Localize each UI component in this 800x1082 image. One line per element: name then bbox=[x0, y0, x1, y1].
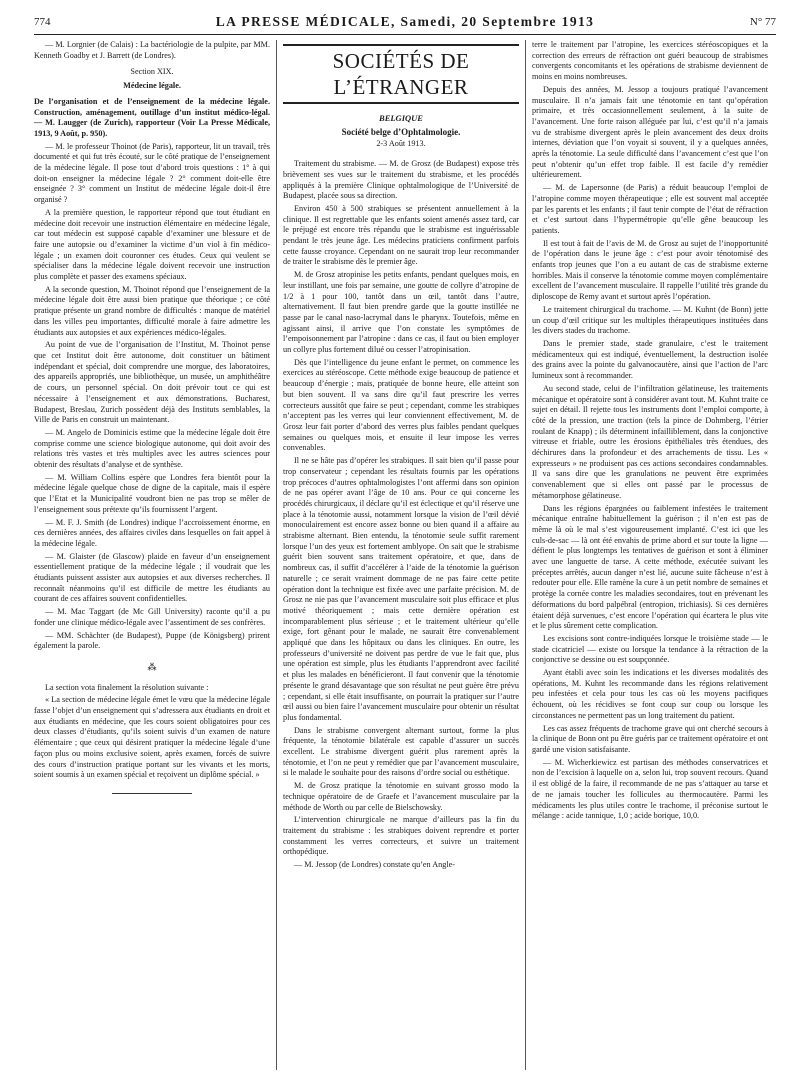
paragraph: Dès que l’intelligence du jeune enfant le permet, on commence les exercices au stéréoscope. Cette méthode exige beaucoup de patience et beaucoup d’énergie ; mais, pratiquée de bonne heure, elle atteint son but bien souvent. Il va sans dire qu’il faut prescrire les verres correcteurs aussitôt que faire se peut ; cependant, comme les strabiques n’acceptent pas les verres qui leur conviennent effectivement, M. de Grosz leur fait porter d’abord des verres plus faibles pendant quelques semaines ou quelques mois, et ensuite il leur impose les verres convenables. bbox=[283, 357, 519, 453]
paragraph: Dans les régions épargnées ou faiblement infestées le traitement mécanique entraîne habituellement la guérison ; il n’en est pas de même là où le mal s’est vigoureusement implanté. C’est ici que les culs-de-sac — là ont été envahis de prime abord et sur toute la ligne — défient le plus longtemps les tentatives de guérison et sont à éliminer avec une languette de tarse. A cette méthode, exécutée suivant les préceptes arrêtés, aucun danger n’est lié, aucune suite fâcheuse n’est à redouter pour elle. Elle ramène la cure à un petit nombre de semaines et protège la cornée contre les maladies secondaires, tout en prévenant les déformations du bord palpébral (entropion, trichiasis). Si ces dernières étaient déjà survenues, c’est encore l’opération qui écartera le plus vite et le plus sûrement cette complication. bbox=[532, 503, 768, 631]
paragraph: Environ 450 à 500 strabiques se présentent annuellement à la clinique. Il est regrettable que les enfants soient amenés assez tard, car le préjugé est encore très répandu que le strabisme est inguérissable pendant le très jeune âge. Les médecins praticiens confirment parfois cette fausse croyance. Cependant on ne saurait trop leur recommander de traiter le strabisme dès le premier âge. bbox=[283, 203, 519, 267]
paragraph: Les excisions sont contre-indiquées lorsque le troisième stade — le stade cicatriciel — existe ou lorsque la tendance à la rétraction de la conjonctive se dessine ou est soupçonnée. bbox=[532, 633, 768, 665]
section-number: Section XIX. bbox=[130, 67, 174, 77]
topic-heading: De l’organisation et de l’enseignement de la médecine légale. Construction, aménagement, outillage d’un institut médico-légal. — M. Laugger (de Zurich), rapporteur (Voir La Presse Médicale, 1913, 9 Août, p. 950). bbox=[34, 96, 270, 138]
paragraph: Depuis des années, M. Jessop a toujours pratiqué l’avancement musculaire. Il n’a jamais fait une ténotomie en tant qu’opération primaire, et très occasionnellement seulement, à la suite de l’avancement. Une forte raison alléguée par lui, c’est qu’il n’a jamais vu de strabisme divergent après le plein avancement des deux droits internes, déviation que l’on voyait si souvent, il y a quelques années, après la ténotomie. La seule difficulté dans l’avancement c’est que l’on peut n’obtenir qu’un effet trop faible. Il est facile d’y remédier ultérieurement. bbox=[532, 84, 768, 180]
paragraph: Dans le strabisme convergent alternant surtout, forme la plus fréquente, la ténotomie bilatérale est capable d’assurer un succès excellent. Le strabisme divergent guérit plus rarement après la ténotomie, et l’on ne peut y remédier que par l’avancement musculaire, si le malade le souhaite pour des raisons d’ordre social ou esthétique. bbox=[283, 725, 519, 778]
column-divider bbox=[276, 40, 277, 1070]
paragraph: — M. F. J. Smith (de Londres) indique l’accroissement énorme, en ces dernières années, des affaires civiles dans lesquelles on fait appel à la médecine légale. bbox=[34, 517, 270, 548]
paragraph: « La section de médecine légale émet le vœu que la médecine légale fasse l’objet d’un enseignement qui s’adressera aux étudiants en droit et aux étudiants en médecine, que les cours soient obligatoires pour ces deux classes d’étudiants, qu’ils soient suivis d’un examen de nature élémentaire ; que ceux qui désirent pratiquer la médecine légale d’une façon plus ou moins exclusive soient, après examen, forcés de suivre des cours d’instruction pratique portant sur les vivants et les morts, soient soumis à un examen spécial et reçoivent un diplôme spécial. » bbox=[34, 695, 270, 780]
paragraph: A la première question, le rapporteur répond que tout étudiant en médecine doit recevoir une instruction élémentaire en médecine légale, car tout médecin est supposé capable d’examiner une blessure et de faire une autopsie ou d’examiner la victime d’un viol à fin médico-légale ; un examen doit couronner ces études. Ceux qui veulent se spécialiser dans la médecine légale doivent recevoir une instruction plus complète et passer des examens spéciaux. bbox=[34, 207, 270, 282]
paragraph: — M. Wicherkiewicz est partisan des méthodes conservatrices et non de l’excision à laquelle on a, selon lui, trop souvent recours. Quand il est obligé de la faire, il recommande de ne pas s’attaquer au tarse et de ne jamais toucher les follicules au thermocautère. Parmi les médicaments les plus utiles contre le trachome, il préconise surtout le mélange : acide tannique, 1,0 ; acide borique, 10,0. bbox=[532, 757, 768, 821]
paragraph: terre le traitement par l’atropine, les exercices stéréoscopiques et la correction des erreurs de réfraction ont guéri beaucoup de strabismes convergents concomitants et les opérations de strabisme deviennent de moins en moins nombreuses. bbox=[532, 40, 768, 82]
column-middle bbox=[283, 40, 519, 873]
paragraph: M. de Grosz pratique la ténotomie en suivant grosso modo la technique opératoire de de Graefe et l’avancement musculaire par la méthode de Worth ou par celle de Bielschowsky. bbox=[283, 781, 519, 812]
paragraph: — M. Mac Taggart (de Mc Gill University) raconte qu’il a pu fonder une clinique médico-légale avec l’assentiment de ses confrères. bbox=[34, 607, 270, 627]
paragraph: Le traitement chirurgical du trachome. — M. Kuhnt (de Bonn) jette un coup d’œil critique sur les multiples thérapeutiques instituées dans les divers stades du trachome. bbox=[532, 304, 768, 336]
paragraph: La section vota finalement la résolution suivante : bbox=[45, 682, 209, 692]
paragraph: — M. Angelo de Dominicis estime que la médecine légale doit être comprise comme une science biologique autonome, qui doit avoir des relations très vastes et très multiples avec les autres sciences pour obtenir des résultats d’analyse et de synthèse. bbox=[34, 427, 270, 470]
page-number: 774 bbox=[34, 16, 51, 28]
paragraph: — M. William Collins espère que Londres fera bientôt pour la médecine légale quelque chose de digne de la capitale, mais il espère que l’Etat et la Municipalité voudront bien ne pas trop se mêler de l’enseignement sous prétexte qu’ils fournissent l’argent. bbox=[34, 472, 270, 514]
column-left bbox=[34, 40, 270, 794]
paragraph: — M. Glaister (de Glascow) plaide en faveur d’un enseignement essentiellement pratique de la médecine légale ; il voudrait que les étudiants puissent assister aux autopsies et aux diverses recherches. Il reconnaît néanmoins qu’il est difficile de mettre les étudiants au courant de ces affaires souvent confidentielles. bbox=[34, 551, 270, 604]
paragraph: — M. Jessop (de Londres) constate qu’en Angle- bbox=[294, 860, 455, 870]
paragraph: Il est tout à fait de l’avis de M. de Grosz au sujet de l’inopportunité de l’opération dans le jeune âge : c’est pour avoir ténotomisé des enfants trop jeunes que l’on a eu autant de cas de strabisme externe horribles. Mais il conserve la ténotomie comme moyen complémentaire excellent de l’avancement musculaire. Il rappelle l’utilité très grande du diploscope de Remy avant et surtout après l’opération. bbox=[532, 238, 768, 302]
paragraph: Les cas assez fréquents de trachome grave qui ont cherché secours à la clinique de Bonn ont pu être guéris par ce traitement opératoire et ont gardé une vision satisfaisante. bbox=[532, 723, 768, 754]
column-right bbox=[532, 40, 768, 824]
paragraph: Dans le premier stade, stade granulaire, c’est le traitement médicamenteux qui est indiqué, éventuellement, la destruction isolée des grains avec la pointe du galvanocautère, ainsi que l’action de l’arc lumineux sont à recommander. bbox=[532, 338, 768, 381]
page-header bbox=[34, 14, 776, 35]
paragraph: Traitement du strabisme. — M. de Grosz (de Budapest) expose très brièvement ses vues sur le traitement du strabisme, et les procédés appliqués à la première Clinique ophtalmologique de l’Université de Budapest, placée sous sa direction. bbox=[283, 159, 519, 201]
paragraph: — M. de Lapersonne (de Paris) a réduit beaucoup l’emploi de l’atropine comme moyen thérapeutique ; elle est souvent mal acceptée par les parents et les enfants ; il faut tenir compte de l’état de réfraction et c’est surtout dans l’hypermétropie qu’elle gêne beaucoup les patients. bbox=[532, 183, 768, 235]
country-heading: BELGIQUE bbox=[379, 113, 423, 123]
paragraph: — M. Lorgnier (de Calais) : La bactériologie de la pulpite, par MM. Kenneth Goadby et J. Barrett (de Londres). bbox=[34, 40, 270, 60]
paragraph: — M. le professeur Thoinot (de Paris), rapporteur, lit un travail, très documenté et qui fut très écouté, sur le côté pratique de l’enseignement de la médecine légale. Il pose tout d’abord trois questions : 1° à qui doit-on enseigner la médecine légale ? 2° comment doit-elle être enseignée ? 3° comment un Institut de médecine légale doit-il être organisé ? bbox=[34, 141, 270, 205]
column-divider bbox=[525, 40, 526, 1070]
section-heading: SOCIÉTÉS DE L’ÉTRANGER bbox=[283, 44, 519, 104]
paragraph: Il ne se hâte pas d’opérer les strabiques. Il sait bien qu’il passe pour trop conservateur ; cependant les résultats fournis par les opérations trop précoces d’autres ophtalmologistes l’ont affermi dans son opinion de ne pas opérer avant l’âge de 10 ans. Pour ce qui concerne les procédés chirurgicaux, il déclare qu’il est éclectique et qu’il réserve une place à la ténotomie aussi, notamment lorsque la vision de l’œil dévié monoculairement est encore assez bonne ou bien quand il a affaire au strabisme alternant. Bien entendu, la ténotomie seule suffit rarement lorsque l’un des yeux est fortement amblyope. On sait que le strabisme guérit bien souvent sans traitement opératoire, et que, dans de nombreux cas, il suffit d’accélérer à l’aide de la ténotomie la guérison naturelle ; ce serait vraiment dommage de ne pas faire cette petite opération dont la technique est fixée avec une parfaite précision. M. de Grosz ne nie pas que l’avancement musculaire soit plus efficace et plus motivé théoriquement ; mais cette dernière opération est incomparablement plus sérieuse ; et le traitement ultérieur qu’elle exige, fort gênant pour le malade, ne saurait être convenablement appliqué que dans les hôpitaux ou dans les cliniques. En outre, les professeurs d’université ne doivent pas perdre de vue le fait que, plus une opération est simple, plus les étudiants l’apprendront avec facilité et plus les malades en bénéficieront. Il faut convenir que la ténotomie présente le grand désavantage que son résultat ne peut guère être prévu ; cependant, si elle était insuffisante, on pourrait la pratiquer sur l’autre œil aussi ou bien faire l’avancement musculaire pour obtenir un résultat plus fondamental. bbox=[283, 456, 519, 722]
paragraph: Ayant établi avec soin les indications et les diverses modalités des opérations, M. Kuhnt les recommande dans les régions relativement peu infestées et cela pour tous les cas où les moyens pacifiques échouent, où les récidives se font coup sur coup ou lorsque les circonstances ne permettent pas un long traitement du patient. bbox=[532, 668, 768, 720]
journal-title: LA PRESSE MÉDICALE, Samedi, 20 Septembre 1913 bbox=[215, 14, 595, 29]
paragraph: — MM. Schächter (de Budapest), Puppe (de Königsberg) prirent également la parole. bbox=[34, 630, 270, 651]
section-title: Médecine légale. bbox=[123, 81, 181, 91]
paragraph: Au second stade, celui de l’infiltration gélatineuse, les traitements mécanique et opératoire sont à considérer avant tout. M. Kuhnt traite ce sujet en détail. Il rejette tous les instruments dont l’emploi comporte, à côté de la pression, une traction (tels la pince de Dohmberg, l’étrier roulant de Knapp) ; ils déterminent infailliblement, dans la conjonctive vitreuse et friable, outre les érosions épithéliales très étendues, des déchirures dans la profondeur et des arrachements de tissu. Les « expresseurs » ne produisent pas ces actions secondaires condamnables. Il va sans dire que les granulations ne peuvent être exprimées convenablement que si elles ont passé par le processus de métamorphose gélatineuse. bbox=[532, 383, 768, 500]
issue-number: N° 77 bbox=[749, 16, 776, 28]
paragraph: Au point de vue de l’organisation de l’Institut, M. Thoinot pense que cet Institut doit être autonome, doit constituer un bâtiment indépendant et spécial, doit comprendre une morgue, des laboratoires, des appareils appropriés, une bibliothèque, un musée, un amphithéâtre de cours, un personnel spécial. On doit prévoir tout ce qui est nécessaire à l’enseignement et aux démonstrations. Bucharest, Budapest, Breslau, Zurich possèdent déjà des Instituts semblables, la Ville de Paris en construit un maintenant. bbox=[34, 340, 270, 425]
paragraph: A la seconde question, M. Thoinot répond que l’enseignement de la médecine légale doit être aussi bien pratique que théorique ; ce côté pratique présente un grand nombre de difficultés : manque de matériel dans les villes peu importantes, difficulté morale à faire admettre les étudiants aux autopsies et aux expériences médico-légales. bbox=[34, 284, 270, 337]
paragraph: L’intervention chirurgicale ne marque d’ailleurs pas la fin du traitement du strabisme : les strabiques doivent reprendre et porter constamment les verres correcteurs, et suivre un traitement orthopédique. bbox=[283, 815, 519, 857]
paragraph: M. de Grosz atropinise les petits enfants, pendant quelques mois, en leur instillant, une fois par semaine, une goutte de collyre d’atropine de 1/2 à 1 pour 100, tantôt dans un œil, tantôt dans l’autre, alternativement. Il faut bien prendre garde que la goutte instillée ne passe par le canal naso-lacrymal dans le pharynx. Toutefois, même en agissant ainsi, il arrive que l’on constate les symptômes de l’empoisonnement par l’atropine : dans ce cas, il faut ou bien employer un collyre plus fortement dilué ou cesser l’atropinisation. bbox=[283, 270, 519, 355]
society-name: Société belge d’Ophtalmologie. bbox=[341, 126, 461, 137]
asterism: ⁂ bbox=[147, 661, 157, 672]
end-rule bbox=[112, 793, 192, 794]
session-date: 2-3 Août 1913. bbox=[376, 139, 426, 149]
